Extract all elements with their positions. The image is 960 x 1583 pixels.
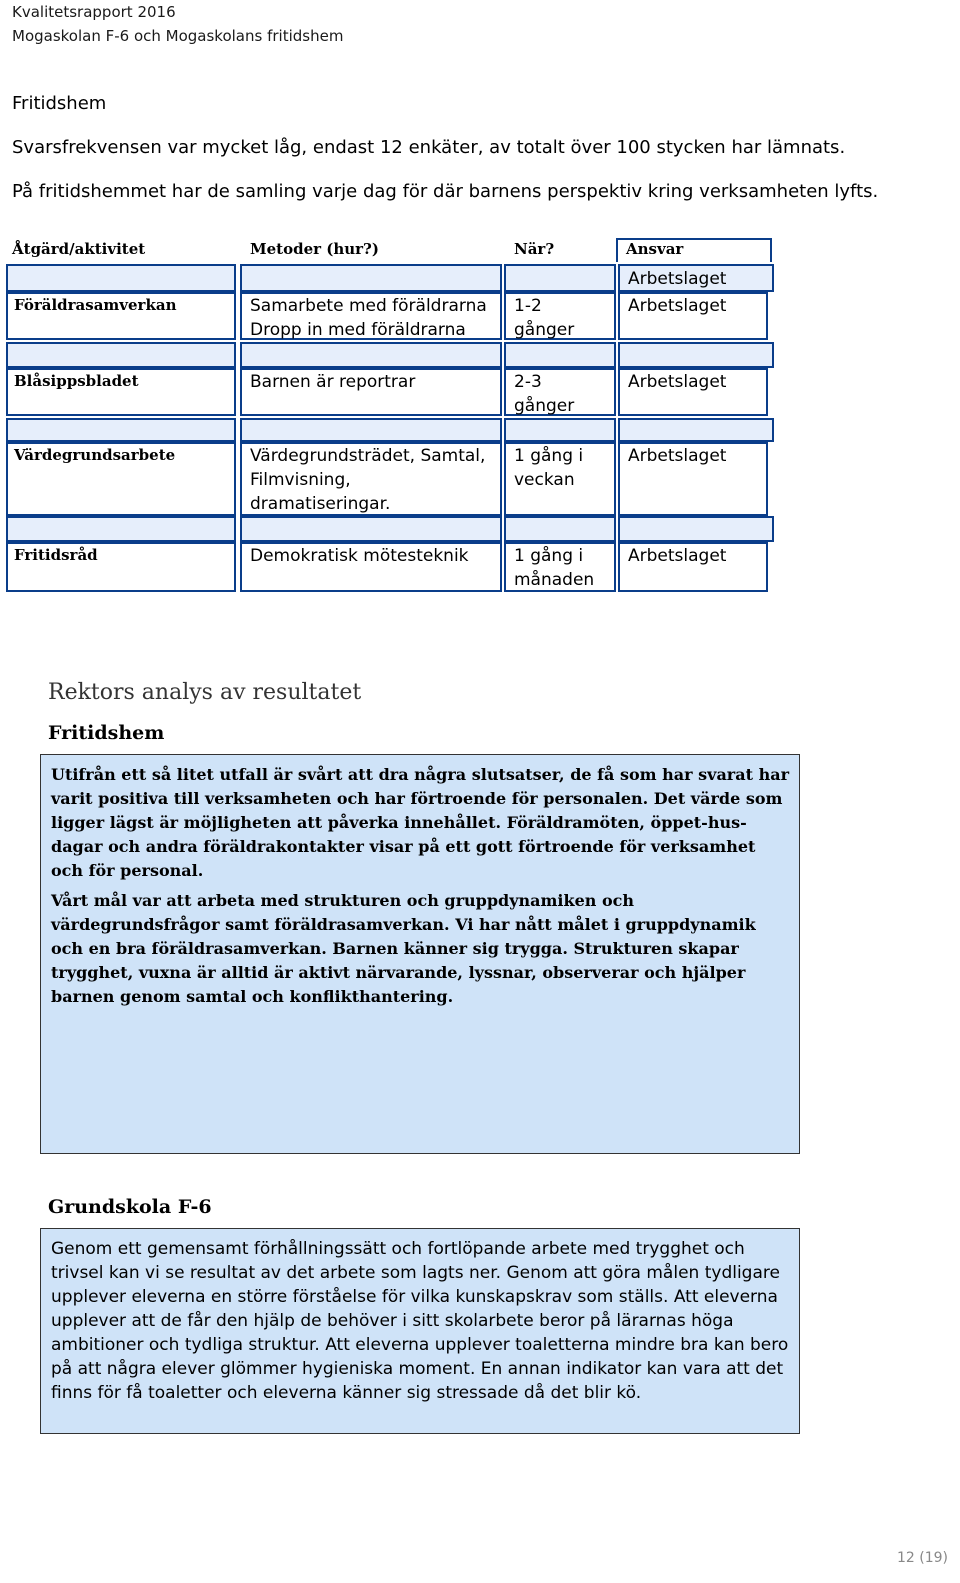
row-2-when: 2-3 gånger bbox=[504, 368, 616, 416]
intro-line-response-rate: Svarsfrekvensen var mycket låg, endast 12 enkäter, av totalt över 100 stycken har lämnats. bbox=[12, 137, 846, 158]
header-responsible-frame bbox=[616, 238, 772, 262]
spacer-cell bbox=[618, 342, 774, 368]
row-3-responsible: Arbetslaget bbox=[618, 442, 768, 516]
spacer-cell bbox=[240, 342, 502, 368]
spacer-cell bbox=[6, 342, 236, 368]
spacer-cell bbox=[240, 264, 502, 292]
fritidshem-paragraph-2: Vårt mål var att arbeta med strukturen och gruppdynamiken och värdegrundsfrågor samt föräldrasamverkan. Vi har nått målet i gruppdynamik och en bra föräldrasamverkan. Barnen känner sig trygga. Strukturen skapar trygghet, vuxna är alltid är aktivt närvarande, lyssnar, observerar och hjälper barnen genom samtal och konflikthantering. bbox=[51, 891, 756, 1006]
fritidshem-paragraph-1: Utifrån ett så litet utfall är svårt att dra några slutsatser, de få som har svarat har varit positiva till verksamheten och har förtroende för personalen. Det värde som ligger lägst är möjligheten att påverka innehållet. Föräldramöten, öppet-hus-dagar och andra föräldrakontakter visar på ett gott förtroende för verksamhet och för personal. bbox=[51, 765, 789, 880]
spacer-cell bbox=[6, 418, 236, 442]
grundskola-paragraph: Genom ett gemensamt förhållningssätt och fortlöpande arbete med trygghet och trivsel kan vi se resultat av det arbete som lagts ner. Genom att göra målen tydligare upplever eleverna en större förståelse för vilka kunskapskrav som ställs. Att eleverna upplever att de får den hjälp de behöver i sitt skolarbete beror på lärarnas höga ambitioner och tydliga struktur. Att eleverna upplever toaletterna mindre bra kan bero på att några elever glömmer hygieniska moment. En annan indikator kan vara att det finns för få toaletter och eleverna känner sig stressade då det blir kö. bbox=[51, 1239, 789, 1403]
extra-responsible-cell: Arbetslaget bbox=[618, 264, 774, 292]
row-4-methods: Demokratisk mötesteknik bbox=[240, 542, 502, 592]
intro-heading: Fritidshem bbox=[12, 93, 107, 114]
spacer-cell bbox=[504, 418, 616, 442]
report-title: Kvalitetsrapport 2016 bbox=[12, 3, 176, 21]
row-4-activity: Fritidsråd bbox=[6, 542, 236, 592]
spacer-cell bbox=[618, 516, 774, 542]
fritidshem-heading: Fritidshem bbox=[48, 722, 165, 744]
intro-section bbox=[12, 82, 878, 214]
row-1-responsible: Arbetslaget bbox=[618, 292, 768, 340]
row-3-methods: Värdegrundsträdet, Samtal, Filmvisning, dramatiseringar. bbox=[240, 442, 502, 516]
row-2-methods: Barnen är reportrar bbox=[240, 368, 502, 416]
spacer-cell bbox=[240, 516, 502, 542]
grundskola-heading: Grundskola F-6 bbox=[48, 1196, 212, 1218]
spacer-cell bbox=[6, 264, 236, 292]
row-3-when: 1 gång i veckan bbox=[504, 442, 616, 516]
spacer-cell bbox=[504, 264, 616, 292]
analysis-title: Rektors analys av resultatet bbox=[48, 680, 362, 705]
col-header-methods: Metoder (hur?) bbox=[250, 240, 379, 258]
row-2-responsible: Arbetslaget bbox=[618, 368, 768, 416]
spacer-cell bbox=[504, 342, 616, 368]
fritidshem-analysis-box bbox=[40, 754, 800, 1154]
spacer-cell bbox=[504, 516, 616, 542]
col-header-activity: Åtgärd/aktivitet bbox=[12, 240, 146, 258]
row-4-when: 1 gång i månaden bbox=[504, 542, 616, 592]
spacer-cell bbox=[618, 418, 774, 442]
page-number: 12 (19) bbox=[896, 1550, 948, 1566]
row-1-activity: Föräldrasamverkan bbox=[6, 292, 236, 340]
report-subtitle: Mogaskolan F-6 och Mogaskolans fritidshem bbox=[12, 27, 344, 45]
spacer-cell bbox=[6, 516, 236, 542]
intro-line-gathering: På fritidshemmet har de samling varje dag för där barnens perspektiv kring verksamheten lyfts. bbox=[12, 181, 879, 202]
row-4-responsible: Arbetslaget bbox=[618, 542, 768, 592]
row-2-activity: Blåsippsbladet bbox=[6, 368, 236, 416]
row-1-when: 1-2 gånger bbox=[504, 292, 616, 340]
row-3-activity: Värdegrundsarbete bbox=[6, 442, 236, 516]
col-header-when: När? bbox=[514, 240, 555, 258]
spacer-cell bbox=[240, 418, 502, 442]
grundskola-analysis-box bbox=[40, 1228, 800, 1434]
col-header-responsible: Ansvar bbox=[626, 240, 684, 258]
row-1-methods: Samarbete med föräldrarna Dropp in med föräldrarna bbox=[240, 292, 502, 340]
running-header bbox=[12, 0, 343, 48]
